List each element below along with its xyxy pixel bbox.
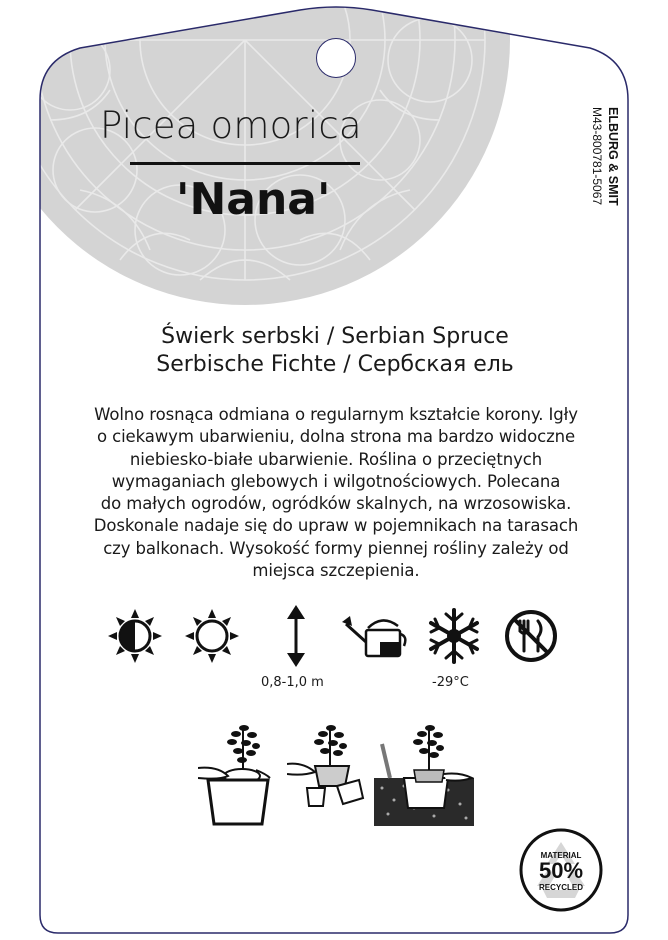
height-label: 0,8-1,0 m — [261, 675, 324, 690]
full-sun-icon — [183, 607, 241, 665]
frost-snowflake-icon — [425, 606, 483, 666]
badge-percent: 50% — [538, 858, 584, 883]
step-remove-pot-icon — [198, 720, 278, 828]
cultivar-name: 'Nana' — [176, 174, 331, 225]
title-divider — [130, 162, 360, 165]
latin-name: Picea omorica — [100, 104, 362, 147]
description-line: czy balkonach. Wysokość formy piennej rośliny zależy od — [103, 538, 569, 558]
step-place-in-pot-icon — [287, 720, 369, 808]
description-line: o ciekawym ubarwieniu, dolna strona ma bardzo widoczne — [96, 427, 576, 447]
description-line: do małych ogrodów, ogródków skalnych, na wrzosowiska. — [100, 494, 572, 514]
height-arrow-icon — [284, 605, 308, 667]
watering-can-icon — [342, 612, 408, 658]
plant-description — [58, 404, 614, 582]
brand-name: ELBURG & SMIT — [606, 107, 620, 206]
common-name-line: Świerk serbski / Serbian Spruce — [161, 324, 509, 349]
common-name-line: Serbische Fichte / Сербская ель — [156, 352, 514, 377]
brand-block — [584, 107, 620, 247]
description-line: wymaganiach glebowych i wilgotnościowych. Polecana — [111, 471, 561, 491]
badge-top-text: MATERIAL — [540, 851, 582, 860]
description-line: Wolno rosnąca odmiana o regularnym kształcie korony. Igły — [94, 405, 578, 424]
hardiness-label: -29°C — [432, 675, 469, 690]
not-edible-icon — [504, 609, 558, 663]
product-code: M43-800781-5067 — [590, 107, 604, 206]
header-gray-disc — [0, 0, 510, 305]
step-plant-in-soil-icon — [374, 720, 474, 826]
badge-bottom-text: RECYCLED — [538, 883, 584, 892]
hang-hole — [316, 38, 356, 78]
common-names — [60, 323, 610, 379]
description-line: niebiesko-białe ubarwienie. Roślina o przeciętnych — [129, 449, 543, 469]
description-line: Doskonale nadaje się do upraw w pojemnikach na tarasach — [93, 516, 579, 536]
half-shade-sun-icon — [106, 607, 164, 665]
recycled-material-badge — [519, 828, 603, 912]
description-line: miejsca szczepienia. — [252, 561, 420, 581]
